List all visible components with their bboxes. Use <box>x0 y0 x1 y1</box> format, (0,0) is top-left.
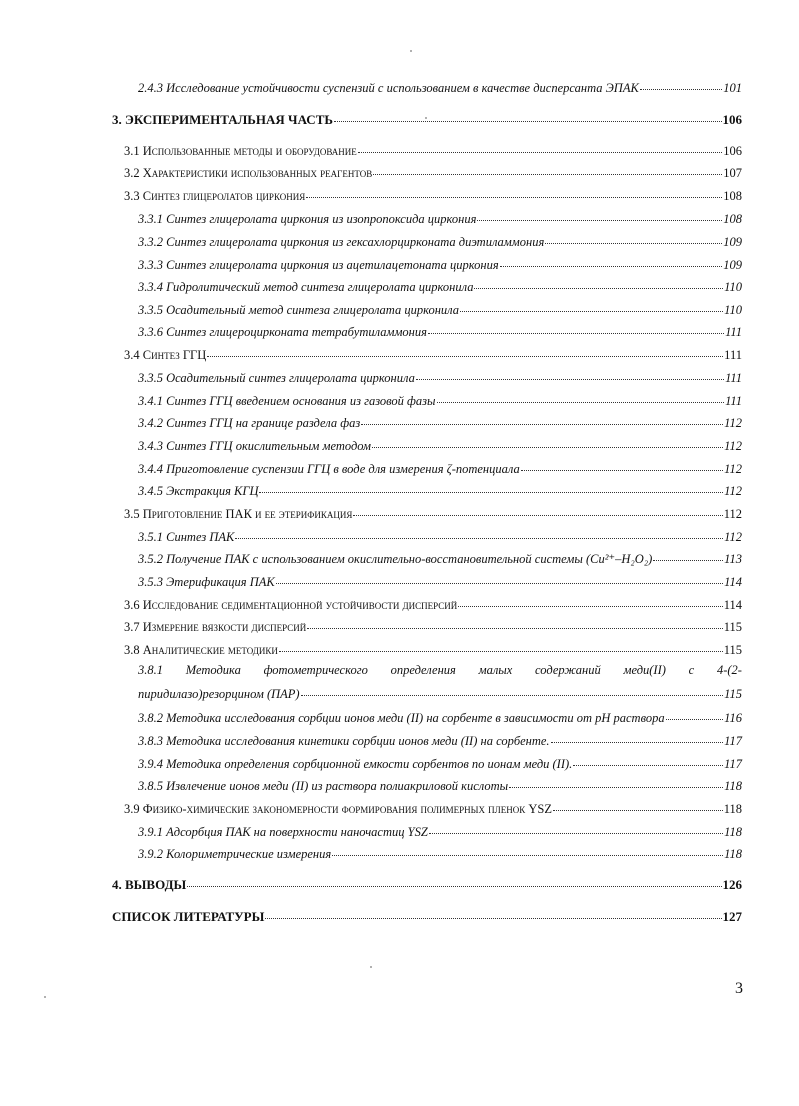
toc-entry-page: 111 <box>724 348 742 362</box>
toc-word: фотометрического <box>263 663 368 677</box>
leader-dots <box>373 165 722 175</box>
toc-entry-title: 3.3.6 Синтез глицероцирконата тетрабутиламмония <box>138 325 427 339</box>
toc-entry-title: 3.3.2 Синтез глицеролата циркония из гексахлорцирконата диэтиламмония <box>138 235 545 249</box>
toc-entry-title: СПИСОК ЛИТЕРАТУРЫ <box>112 909 265 924</box>
toc-word: с <box>688 663 695 677</box>
toc-entry <box>138 234 742 250</box>
toc-entry-page: 118 <box>724 847 742 861</box>
toc-entry-title: 3.4.5 Экстракция КГЦ <box>138 484 259 498</box>
scan-speck <box>370 966 372 968</box>
leader-dots <box>429 824 723 834</box>
toc-entry <box>138 574 742 590</box>
toc-entry-title: 3.4.1 Синтез ГГЦ введением основания из газовой фазы <box>138 394 436 408</box>
toc-entry-page: 126 <box>722 877 742 892</box>
toc-entry-page: 106 <box>723 144 742 158</box>
leader-dots <box>301 686 724 696</box>
toc-entry-title: 3.9.2 Колориметрические измерения <box>138 847 332 861</box>
leader-dots <box>500 257 723 267</box>
toc-entry-page: 112 <box>724 530 742 544</box>
toc-entry-title: 3.5.1 Синтез ПАК <box>138 530 235 544</box>
toc-entry-title: 3.1 Использованные методы и оборудование <box>124 144 357 158</box>
toc-entry <box>124 165 742 181</box>
toc-entry-page: 106 <box>722 112 742 127</box>
toc-entry-title: 3.4.2 Синтез ГГЦ на границе раздела фаз <box>138 416 361 430</box>
toc-entry-title: 3.3.5 Осадительный синтез глицеролата цирконила <box>138 371 415 385</box>
toc-entry <box>138 710 742 726</box>
leader-dots <box>553 801 723 811</box>
toc-entry <box>138 302 742 318</box>
toc-entry <box>138 324 742 340</box>
toc-entry <box>138 438 742 454</box>
toc-entry-title: 3.5.2 Получение ПАК с использованием окислительно-восстановительной системы (Cu²⁺–H₂O₂) <box>138 552 653 566</box>
toc-entry <box>138 846 742 862</box>
toc-entry-page: 108 <box>723 212 742 226</box>
toc-entry <box>124 619 742 635</box>
toc-entry <box>138 778 742 794</box>
leader-dots <box>276 574 723 584</box>
leader-dots <box>358 143 722 153</box>
toc-entry-justified-line <box>138 663 742 678</box>
leader-dots <box>573 756 723 766</box>
toc-entry-page: 111 <box>725 371 742 385</box>
leader-dots <box>477 211 722 221</box>
leader-dots <box>259 483 723 493</box>
toc-entry-title: 3.3.3 Синтез глицеролата циркония из ацетилацетоната циркония <box>138 258 499 272</box>
toc-entry-title: 3.3.1 Синтез глицеролата циркония из изопропоксида циркония <box>138 212 477 226</box>
toc-entry-page: 114 <box>724 575 742 589</box>
toc-entry <box>138 461 742 477</box>
toc-entry-title: пиридилазо)резорцином (ПАР) <box>138 687 300 701</box>
toc-entry <box>138 483 742 499</box>
leader-dots <box>306 188 722 198</box>
scan-speck <box>44 996 46 998</box>
leader-dots <box>509 778 723 788</box>
toc-entry <box>112 909 742 925</box>
toc-entry-title: 3. ЭКСПЕРИМЕНТАЛЬНАЯ ЧАСТЬ <box>112 112 333 127</box>
toc-entry <box>124 642 742 658</box>
toc-entry-page: 109 <box>723 235 742 249</box>
toc-entry <box>124 188 742 204</box>
toc-entry-page: 115 <box>723 620 742 634</box>
toc-entry <box>138 415 742 431</box>
leader-dots <box>428 324 724 334</box>
toc-entry-title: 3.4 Синтез ГГЦ <box>124 348 207 362</box>
leader-dots <box>545 234 722 244</box>
leader-dots <box>666 710 724 720</box>
leader-dots <box>332 846 723 856</box>
toc-entry-page: 117 <box>724 734 742 748</box>
toc-entry-title: 3.9.4 Методика определения сорбционной емкости сорбентов по ионам меди (II). <box>138 757 573 771</box>
toc-entry <box>138 824 742 840</box>
leader-dots <box>551 733 724 743</box>
leader-dots <box>353 506 722 516</box>
toc-word: определения <box>390 663 456 677</box>
toc-entry-page: 115 <box>723 643 742 657</box>
toc-entry-title: 3.8.5 Извлечение ионов меди (II) из раствора полиакриловой кислоты <box>138 779 509 793</box>
leader-dots <box>307 619 722 629</box>
toc-word: содержаний <box>535 663 601 677</box>
toc-word: меди(II) <box>623 663 666 677</box>
toc-entry-title: 3.5 Приготовление ПАК и ее этерификация <box>124 507 353 521</box>
toc-entry-title: 3.9 Физико-химические закономерности формирования полимерных пленок YSZ <box>124 802 552 816</box>
leader-dots <box>235 529 723 539</box>
leader-dots <box>361 415 723 425</box>
toc-entry-title: 3.6 Исследование седиментационной устойчивости дисперсий <box>124 598 458 612</box>
toc-entry-page: 112 <box>724 462 742 476</box>
toc-entry <box>138 279 742 295</box>
leader-dots <box>416 370 724 380</box>
toc-entry <box>124 347 742 363</box>
toc-entry <box>138 733 742 749</box>
page-number: 3 <box>735 980 743 997</box>
toc-entry-page: 112 <box>724 484 742 498</box>
toc-entry <box>112 877 742 893</box>
toc-entry-page: 118 <box>724 779 742 793</box>
toc-entry-page: 114 <box>723 598 742 612</box>
toc-entry-page: 113 <box>724 552 742 566</box>
toc-entry-page: 116 <box>724 711 742 725</box>
toc-entry <box>138 686 742 702</box>
leader-dots <box>279 642 723 652</box>
toc-entry-page: 127 <box>722 909 742 924</box>
toc-entry <box>138 756 742 772</box>
toc-entry-title: 3.3.5 Осадительный метод синтеза глицеролата цирконила <box>138 303 460 317</box>
toc-word: 3.8.1 <box>138 663 163 677</box>
leader-dots <box>372 438 723 448</box>
toc-entry-page: 112 <box>724 439 742 453</box>
toc-entry <box>124 597 742 613</box>
toc-entry <box>138 551 742 567</box>
toc-entry <box>138 80 742 96</box>
toc-entry-page: 107 <box>723 166 742 180</box>
toc-entry <box>138 529 742 545</box>
toc-entry-title: 3.4.4 Приготовление суспензии ГГЦ в воде для измерения ζ-потенциала <box>138 462 520 476</box>
toc-entry-page: 118 <box>723 802 742 816</box>
toc-entry-title: 3.5.3 Этерификация ПАК <box>138 575 275 589</box>
toc-word: малых <box>478 663 513 677</box>
toc-entry-page: 118 <box>724 825 742 839</box>
toc-entry <box>112 112 742 128</box>
toc-entry <box>138 370 742 386</box>
leader-dots <box>474 279 723 289</box>
toc-entry-title: 3.8.2 Методика исследования сорбции ионов меди (II) на сорбенте в зависимости от pH раствора <box>138 711 665 725</box>
leader-dots <box>640 80 722 90</box>
toc-entry-title: 2.4.3 Исследование устойчивости суспензий с использованием в качестве дисперсанта ЭПАК <box>138 81 639 95</box>
leader-dots <box>334 112 722 122</box>
toc-entry-page: 110 <box>724 303 742 317</box>
toc-entry-page: 109 <box>723 258 742 272</box>
scan-speck <box>425 117 427 119</box>
toc-entry-page: 117 <box>724 757 742 771</box>
toc-entry <box>124 506 742 522</box>
toc-entry-page: 112 <box>724 416 742 430</box>
leader-dots <box>207 347 723 357</box>
toc-entry-title: 3.8.3 Методика исследования кинетики сорбции ионов меди (II) на сорбенте. <box>138 734 550 748</box>
toc-word: Методика <box>185 663 241 677</box>
leader-dots <box>265 909 721 919</box>
toc-entry <box>124 801 742 817</box>
toc-entry-page: 110 <box>724 280 742 294</box>
leader-dots <box>521 461 723 471</box>
toc-entry-title: 3.9.1 Адсорбция ПАК на поверхности наночастиц YSZ <box>138 825 428 839</box>
leader-dots <box>437 393 725 403</box>
toc-entry-title: 3.2 Характеристики использованных реагентов <box>124 166 373 180</box>
toc-entry <box>138 393 742 409</box>
toc-entry <box>138 257 742 273</box>
toc-entry-page: 108 <box>723 189 742 203</box>
toc-entry-title: 4. ВЫВОДЫ <box>112 877 187 892</box>
toc-entry <box>124 143 742 159</box>
toc-word: 4-(2- <box>716 663 742 677</box>
toc-entry <box>138 211 742 227</box>
toc-entry-page: 101 <box>723 81 742 95</box>
toc-entry-page: 115 <box>724 687 742 701</box>
leader-dots <box>460 302 723 312</box>
leader-dots <box>187 877 721 887</box>
toc-entry-page: 111 <box>725 394 742 408</box>
toc-entry-page: 112 <box>723 507 742 521</box>
leader-dots <box>653 551 723 561</box>
toc-entry-title: 3.3 Синтез глицеролатов циркония <box>124 189 306 203</box>
toc-entry-title: 3.7 Измерение вязкости дисперсий <box>124 620 307 634</box>
leader-dots <box>458 597 722 607</box>
toc-entry-title: 3.3.4 Гидролитический метод синтеза глицеролата цирконила <box>138 280 474 294</box>
toc-entry-title: 3.4.3 Синтез ГГЦ окислительным методом <box>138 439 372 453</box>
toc-entry-page: 111 <box>725 325 742 339</box>
scan-speck <box>410 50 412 52</box>
toc-entry-title: 3.8 Аналитические методики <box>124 643 278 657</box>
